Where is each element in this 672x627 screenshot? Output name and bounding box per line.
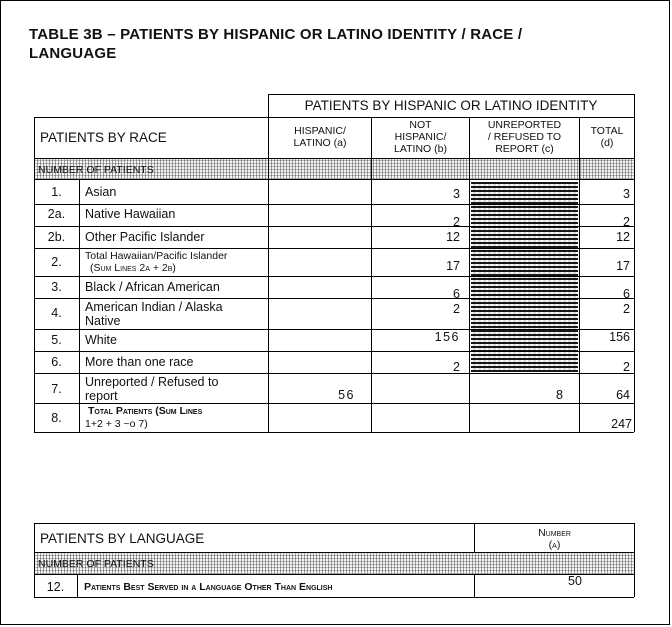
- row-sublabel: 1+2 + 3 ~o 7): [85, 418, 148, 430]
- language-number-of-patients-label: NUMBER OF PATIENTS: [38, 558, 154, 570]
- row-number: 4.: [51, 306, 62, 320]
- cell-b: 2: [453, 302, 460, 316]
- cell-b: 2: [453, 215, 460, 229]
- cell-d: 2: [623, 215, 630, 229]
- row-number: 2a.: [47, 207, 66, 221]
- cell-b: 17: [446, 259, 460, 273]
- cell-d: 64: [616, 388, 630, 402]
- row-label: Other Pacific Islander: [85, 230, 205, 244]
- row-number: 8.: [51, 411, 62, 425]
- row-label: Unreported / Refused to: [85, 375, 219, 389]
- number-of-patients-label: NUMBER OF PATIENTS: [38, 164, 154, 176]
- language-row-value: 50: [568, 574, 582, 588]
- cell-b: 6: [453, 287, 460, 301]
- language-row-label: Patients Best Served in a Language Other Than English: [84, 581, 333, 593]
- row-sublabel: (Sum Lines 2a + 2b): [90, 262, 176, 274]
- cell-c: 8: [556, 388, 563, 402]
- cell-b: 3: [453, 187, 460, 201]
- number-column-header: Number (a): [538, 527, 571, 551]
- row-sublabel: report: [85, 389, 118, 403]
- row-number: 6.: [51, 355, 62, 369]
- table-title-line2: LANGUAGE: [29, 45, 117, 62]
- row-sublabel: Native: [85, 314, 121, 328]
- cell-b: 156: [434, 330, 460, 344]
- col-c-header: UNREPORTED / REFUSED TO REPORT (c): [487, 119, 562, 155]
- cell-d: 3: [623, 187, 630, 201]
- cell-d: 6: [623, 287, 630, 301]
- cell-d: 12: [616, 230, 630, 244]
- cell-d: 156: [609, 330, 630, 344]
- row-number: 7.: [51, 382, 62, 396]
- row-label: Native Hawaiian: [85, 207, 176, 221]
- cell-a: 56: [338, 388, 355, 402]
- row-label: American Indian / Alaska: [85, 300, 223, 314]
- row-label: White: [85, 333, 117, 347]
- cell-d: 2: [623, 302, 630, 316]
- row-number: 3.: [51, 280, 62, 294]
- table-title: [29, 25, 649, 63]
- patients-by-language-header: PATIENTS BY LANGUAGE: [40, 531, 205, 546]
- hispanic-identity-header: PATIENTS BY HISPANIC OR LATINO IDENTITY: [304, 98, 598, 113]
- col-b-header: NOT HISPANIC/ LATINO (b): [394, 119, 447, 155]
- col-a-header: HISPANIC/ LATINO (a): [293, 125, 347, 149]
- row-number: 2b.: [47, 230, 66, 244]
- cell-d: 2: [623, 360, 630, 374]
- language-row-number: 12.: [46, 580, 65, 594]
- cell-b: 2: [453, 360, 460, 374]
- row-label: Asian: [85, 185, 117, 199]
- row-label: More than one race: [85, 355, 194, 369]
- cell-d: 17: [616, 259, 630, 273]
- row-number: 1.: [51, 185, 62, 199]
- row-label: Black / African American: [85, 280, 220, 294]
- patients-by-race-header: PATIENTS BY RACE: [40, 130, 167, 145]
- col-d-header: TOTAL (d): [590, 125, 624, 149]
- cell-b: 12: [446, 230, 460, 244]
- row-number: 2.: [51, 255, 62, 269]
- row-label: Total Hawaiian/Pacific Islander: [85, 250, 228, 262]
- row-number: 5.: [51, 333, 62, 347]
- cell-d: 247: [611, 417, 632, 431]
- unreported-column-shading: [471, 182, 578, 372]
- row-label: Total Patients (Sum Lines: [88, 405, 203, 417]
- table-title-line1: TABLE 3B – PATIENTS BY HISPANIC OR LATINO IDENTITY / RACE /: [29, 26, 523, 43]
